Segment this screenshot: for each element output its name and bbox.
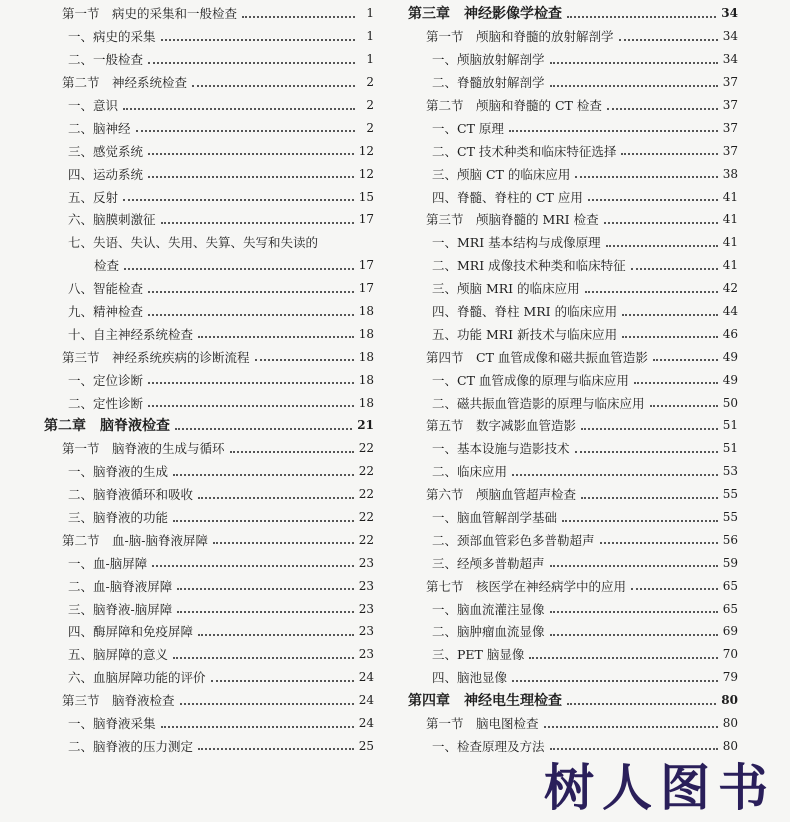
toc-entry[interactable]: [44, 620, 374, 643]
toc-entry[interactable]: [408, 231, 738, 254]
toc-entry-title: 第一节 病史的采集和一般检查: [62, 6, 238, 22]
toc-entry[interactable]: [408, 322, 738, 345]
dot-leader: [198, 496, 354, 499]
toc-entry[interactable]: [44, 345, 374, 368]
toc-page-number: 25: [358, 738, 374, 753]
toc-page-number: 18: [358, 326, 374, 341]
dot-leader: [567, 15, 716, 18]
dot-leader: [242, 15, 355, 18]
dot-leader: [177, 610, 353, 613]
toc-entry[interactable]: [408, 597, 738, 620]
toc-entry-title: 一、检查原理及方法: [432, 738, 545, 754]
toc-entry[interactable]: [408, 71, 738, 94]
toc-column-left: [44, 2, 374, 757]
toc-entry-title: 一、基本设施与造影技术: [432, 441, 570, 457]
toc-entry-title: 第七节 核医学在神经病学中的应用: [426, 578, 627, 594]
toc-page-number: 41: [722, 235, 738, 250]
toc-entry-title: 一、脑血管解剖学基础: [432, 510, 558, 526]
dot-leader: [148, 381, 354, 384]
toc-entry[interactable]: [44, 185, 374, 208]
toc-page-number: 49: [722, 372, 738, 387]
toc-page-number: 24: [358, 693, 374, 708]
dot-leader: [575, 450, 718, 453]
toc-entry-title: 九、精神检查: [68, 304, 144, 320]
dot-leader: [173, 473, 354, 476]
toc-entry-title: 三、颅脑 MRI 的临床应用: [432, 281, 580, 297]
toc-page-number: 1: [366, 52, 374, 67]
dot-leader: [622, 335, 718, 338]
toc-entry[interactable]: [44, 574, 374, 597]
toc-entry[interactable]: [44, 597, 374, 620]
dot-leader: [550, 564, 718, 567]
toc-page-number: 38: [722, 166, 738, 181]
toc-entry-title: 第一节 颅脑和脊髓的放射解剖学: [426, 29, 614, 45]
toc-entry-title: 检查: [94, 258, 120, 274]
toc-entry[interactable]: [44, 735, 374, 758]
toc-entry-title: 三、感觉系统: [68, 143, 144, 159]
dot-leader: [600, 541, 718, 544]
toc-page-number: 49: [722, 349, 738, 364]
toc-entry[interactable]: [408, 368, 738, 391]
toc-entry-title: 一、脑脊液采集: [68, 716, 156, 732]
toc-entry-title: 二、颈部血管彩色多普勒超声: [432, 532, 595, 548]
toc-entry-title: 六、脑膜刺激征: [68, 212, 156, 228]
toc-entry[interactable]: [44, 528, 374, 551]
toc-page-number: 1: [366, 29, 374, 44]
dot-leader: [588, 198, 718, 201]
toc-entry[interactable]: [408, 574, 738, 597]
toc-entry-title: 四、脊髓、脊柱的 CT 应用: [432, 189, 583, 205]
toc-page-number: 22: [358, 441, 374, 456]
dot-leader: [509, 129, 718, 132]
toc-entry[interactable]: [408, 528, 738, 551]
toc-entry[interactable]: [408, 185, 738, 208]
dot-leader: [173, 519, 354, 522]
toc-entry-title: 四、运动系统: [68, 166, 144, 182]
watermark-logo: 树人图书: [544, 759, 776, 817]
dot-leader: [550, 610, 718, 613]
toc-entry-title: 第二章 脑脊液检查: [44, 418, 170, 435]
toc-page-number: 18: [358, 304, 374, 319]
toc-entry[interactable]: [408, 277, 738, 300]
toc-entry[interactable]: [408, 414, 738, 437]
toc-entry-title: 二、磁共振血管造影的原理与临床应用: [432, 395, 645, 411]
toc-page-number: 37: [722, 98, 738, 112]
toc-entry[interactable]: [408, 94, 738, 117]
toc-entry[interactable]: [44, 25, 374, 48]
dot-leader: [634, 381, 718, 384]
toc-page-number: 21: [357, 418, 374, 433]
toc-entry-title: 三、PET 脑显像: [432, 647, 525, 663]
dot-leader: [213, 541, 354, 544]
toc-entry-title: 二、脑脊液的压力测定: [68, 738, 194, 754]
toc-page-number: 12: [358, 143, 374, 158]
toc-page-number: 23: [358, 578, 374, 593]
toc-page-number: 69: [722, 624, 738, 639]
toc-entry[interactable]: [44, 162, 374, 185]
toc-entry[interactable]: [408, 506, 738, 529]
dot-leader: [230, 450, 354, 453]
toc-entry-title: 一、血-脑屏障: [68, 555, 148, 571]
dot-leader: [512, 679, 718, 682]
toc-page-number: 50: [722, 395, 738, 410]
dot-leader: [581, 496, 718, 499]
toc-page-number: 80: [721, 693, 738, 708]
toc-entry[interactable]: [44, 437, 374, 460]
toc-page-number: 23: [358, 601, 374, 616]
dot-leader: [123, 198, 354, 201]
toc-entry[interactable]: [408, 25, 738, 48]
dot-leader: [123, 107, 355, 110]
toc-page-number: 41: [722, 258, 738, 273]
toc-page-number: 18: [358, 395, 374, 410]
toc-entry[interactable]: [408, 48, 738, 71]
dot-leader: [619, 38, 718, 41]
toc-entry-title: 一、MRI 基本结构与成像原理: [432, 235, 601, 251]
toc-entry[interactable]: [44, 71, 374, 94]
toc-entry-title: 一、CT 原理: [432, 120, 504, 136]
dot-leader: [148, 404, 354, 407]
toc-page-number: 65: [722, 578, 738, 593]
toc-entry-title: 二、临床应用: [432, 464, 508, 480]
toc-entry[interactable]: [44, 48, 374, 71]
toc-entry-title: 四、酶屏障和免疫屏障: [68, 624, 194, 640]
toc-page-number: 37: [722, 120, 738, 135]
toc-page-number: 79: [722, 670, 738, 685]
dot-leader: [192, 84, 355, 87]
toc-page-number: 22: [358, 464, 374, 479]
toc-page-number: 1: [366, 6, 374, 21]
toc-entry[interactable]: [408, 139, 738, 162]
dot-leader: [161, 221, 354, 224]
dot-leader: [173, 656, 354, 659]
toc-page-number: 24: [358, 716, 374, 731]
toc-entry-title: 一、颅脑放射解剖学: [432, 52, 545, 68]
toc-page-number: 17: [358, 281, 374, 296]
toc-page-number: 17: [358, 258, 374, 273]
toc-entry-title: 第二节 血-脑-脑脊液屏障: [62, 532, 208, 548]
dot-leader: [585, 290, 718, 293]
toc-page-number: 15: [358, 189, 374, 204]
toc-page-number: 34: [722, 52, 738, 67]
toc-entry-title: 第一节 脑脊液的生成与循环: [62, 441, 225, 457]
dot-leader: [622, 313, 718, 316]
dot-leader: [550, 84, 718, 87]
dot-leader: [211, 679, 354, 682]
toc-entry-title: 二、血-脑脊液屏障: [68, 578, 173, 594]
toc-entry-title: 七、失语、失认、失用、失算、失写和失读的: [68, 235, 319, 251]
toc-entry-title: 六、血脑屏障功能的评价: [68, 670, 206, 686]
toc-page-number: 70: [722, 647, 738, 662]
dot-leader: [175, 427, 352, 430]
dot-leader: [607, 107, 718, 110]
dot-leader: [136, 129, 355, 132]
toc-entry-title: 第五节 数字减影血管造影: [426, 418, 577, 434]
toc-entry-title: 二、脊髓放射解剖学: [432, 75, 545, 91]
toc-page-number: 17: [358, 212, 374, 227]
toc-entry[interactable]: [44, 116, 374, 139]
toc-entry-title: 十、自主神经系统检查: [68, 326, 194, 342]
toc-entry[interactable]: [44, 277, 374, 300]
toc-page-number: 55: [722, 487, 738, 502]
dot-leader: [550, 633, 718, 636]
dot-leader: [152, 564, 353, 567]
toc-entry-title: 第四节 CT 血管成像和磁共振血管造影: [426, 349, 648, 365]
toc-entry[interactable]: [408, 712, 738, 735]
toc-page-number: 23: [358, 624, 374, 639]
toc-entry[interactable]: [44, 712, 374, 735]
toc-entry[interactable]: [408, 643, 738, 666]
toc-page-number: 23: [358, 555, 374, 570]
dot-leader: [177, 587, 353, 590]
toc-entry[interactable]: [408, 208, 738, 231]
toc-entry-title: 二、脑脊液循环和吸收: [68, 487, 194, 503]
toc-entry-title: 三、脑脊液的功能: [68, 510, 169, 526]
toc-entry-title: 四、脑池显像: [432, 670, 508, 686]
toc-entry[interactable]: [408, 116, 738, 139]
toc-page-number: 41: [722, 212, 738, 227]
toc-entry[interactable]: [44, 94, 374, 117]
dot-leader: [148, 152, 354, 155]
dot-leader: [198, 335, 354, 338]
toc-entry[interactable]: [44, 551, 374, 574]
dot-leader: [161, 725, 354, 728]
toc-entry[interactable]: [408, 391, 738, 414]
toc-page-number: 24: [358, 670, 374, 685]
toc-entry[interactable]: [408, 620, 738, 643]
toc-page-number: 51: [722, 441, 738, 456]
dot-leader: [621, 152, 717, 155]
toc-page-number: 37: [722, 75, 738, 90]
dot-leader: [562, 519, 718, 522]
toc-entry[interactable]: [44, 2, 374, 25]
toc-entry-title: 一、意识: [68, 98, 119, 113]
dot-leader: [198, 633, 354, 636]
toc-page-number: 18: [358, 349, 374, 364]
toc-page-number: 18: [358, 372, 374, 387]
toc-entry-title: 一、定位诊断: [68, 372, 144, 388]
dot-leader: [567, 702, 716, 705]
toc-page-number: 56: [722, 532, 738, 547]
dot-leader: [529, 656, 717, 659]
toc-page-number: 46: [722, 326, 738, 341]
toc-entry[interactable]: [44, 414, 374, 437]
toc-entry[interactable]: [44, 506, 374, 529]
toc-entry-title: 三、经颅多普勒超声: [432, 555, 545, 571]
toc-page-number: 37: [722, 143, 738, 158]
toc-entry[interactable]: [408, 437, 738, 460]
toc-entry[interactable]: [44, 208, 374, 231]
dot-leader: [544, 725, 718, 728]
toc-entry[interactable]: [408, 300, 738, 323]
dot-leader: [148, 313, 354, 316]
toc-entry-title: 三、脑脊液-脑屏障: [68, 601, 173, 617]
dot-leader: [650, 404, 718, 407]
toc-entry[interactable]: [408, 666, 738, 689]
toc-entry[interactable]: [44, 666, 374, 689]
toc-entry-title: 八、智能检查: [68, 281, 144, 297]
toc-page-number: 80: [722, 738, 738, 753]
dot-leader: [255, 358, 354, 361]
toc-entry-title: 第三节 脑脊液检查: [62, 693, 175, 709]
toc-entry-title: 四、脊髓、脊柱 MRI 的临床应用: [432, 304, 618, 320]
toc-entry[interactable]: [44, 460, 374, 483]
toc-page-number: 34: [721, 6, 738, 21]
toc-entry-title: 一、脑脊液的生成: [68, 464, 169, 480]
toc-entry-title: 五、反射: [68, 189, 119, 205]
toc-page-number: 42: [722, 281, 738, 296]
toc-page-number: 59: [722, 555, 738, 570]
toc-entry-title: 第三章 神经影像学检查: [408, 6, 562, 23]
dot-leader: [148, 61, 355, 64]
toc-entry[interactable]: [408, 162, 738, 185]
dot-leader: [581, 427, 718, 430]
toc-entry-title: 二、脑肿瘤血流显像: [432, 624, 545, 640]
toc-page-number: 23: [358, 647, 374, 662]
toc-page-number: 55: [722, 510, 738, 525]
toc-entry[interactable]: [44, 368, 374, 391]
toc-entry[interactable]: [44, 689, 374, 712]
toc-page-number: 2: [366, 75, 374, 90]
toc-entry[interactable]: [408, 551, 738, 574]
toc-page-number: 53: [722, 464, 738, 479]
toc-entry[interactable]: [44, 231, 374, 254]
toc-entry[interactable]: [44, 300, 374, 323]
dot-leader: [604, 221, 718, 224]
toc-page-number: 22: [358, 487, 374, 502]
toc-entry-title: 二、定性诊断: [68, 395, 144, 411]
toc-entry[interactable]: [408, 689, 738, 712]
toc-entry-title: 二、CT 技术种类和临床特征选择: [432, 143, 617, 159]
toc-entry-title: 第二节 神经系统检查: [62, 75, 188, 91]
toc-entry[interactable]: [408, 460, 738, 483]
toc-entry[interactable]: [44, 483, 374, 506]
dot-leader: [631, 587, 718, 590]
dot-leader: [198, 747, 354, 750]
toc-entry-title: 一、CT 血管成像的原理与临床应用: [432, 372, 629, 388]
toc-page-number: 51: [722, 418, 738, 433]
toc-entry-title: 一、病史的采集: [68, 29, 156, 45]
toc-page-number: 12: [358, 166, 374, 181]
toc-page-number: 2: [366, 120, 374, 135]
dot-leader: [512, 473, 718, 476]
toc-page-number: 22: [358, 532, 374, 547]
toc-page-number: 34: [722, 29, 738, 44]
toc-entry-title: 五、脑屏障的意义: [68, 647, 169, 663]
toc-entry-title: 二、脑神经: [68, 120, 131, 136]
dot-leader: [161, 38, 355, 41]
toc-entry-title: 三、颅脑 CT 的临床应用: [432, 166, 571, 182]
toc-entry-title: 一、脑血流灌注显像: [432, 601, 545, 617]
toc-entry[interactable]: [408, 483, 738, 506]
toc-entry-title: 第三节 颅脑脊髓的 MRI 检查: [426, 212, 599, 228]
toc-entry[interactable]: [408, 254, 738, 277]
dot-leader: [124, 267, 354, 270]
toc-page-number: 2: [366, 98, 374, 112]
dot-leader: [575, 175, 717, 178]
toc-page-number: 65: [722, 601, 738, 616]
toc-entry[interactable]: [44, 391, 374, 414]
toc-entry-title: 二、一般检查: [68, 52, 144, 68]
toc-entry-title: 第一节 脑电图检查: [426, 716, 539, 732]
toc-entry[interactable]: [408, 345, 738, 368]
dot-leader: [606, 244, 718, 247]
dot-leader: [180, 702, 354, 705]
toc-entry[interactable]: [44, 322, 374, 345]
toc-entry[interactable]: [44, 139, 374, 162]
toc-entry[interactable]: [44, 254, 374, 277]
dot-leader: [550, 61, 718, 64]
toc-entry[interactable]: [44, 643, 374, 666]
toc-page-number: 80: [722, 716, 738, 731]
toc-entry-title: 第六节 颅脑血管超声检查: [426, 487, 577, 503]
toc-entry-title: 五、功能 MRI 新技术与临床应用: [432, 326, 618, 342]
toc-entry[interactable]: [408, 2, 738, 25]
toc-page-number: 44: [722, 304, 738, 319]
dot-leader: [631, 267, 718, 270]
toc-entry-title: 第四章 神经电生理检查: [408, 693, 562, 710]
toc-entry-title: 第三节 神经系统疾病的诊断流程: [62, 349, 250, 365]
dot-leader: [148, 175, 354, 178]
dot-leader: [653, 358, 718, 361]
toc-entry-title: 二、MRI 成像技术种类和临床特征: [432, 258, 626, 274]
dot-leader: [148, 290, 354, 293]
toc-page-number: 22: [358, 510, 374, 525]
toc-page-number: 41: [722, 189, 738, 204]
toc-column-right: [408, 2, 738, 757]
toc-entry-title: 第二节 颅脑和脊髓的 CT 检查: [426, 98, 602, 113]
